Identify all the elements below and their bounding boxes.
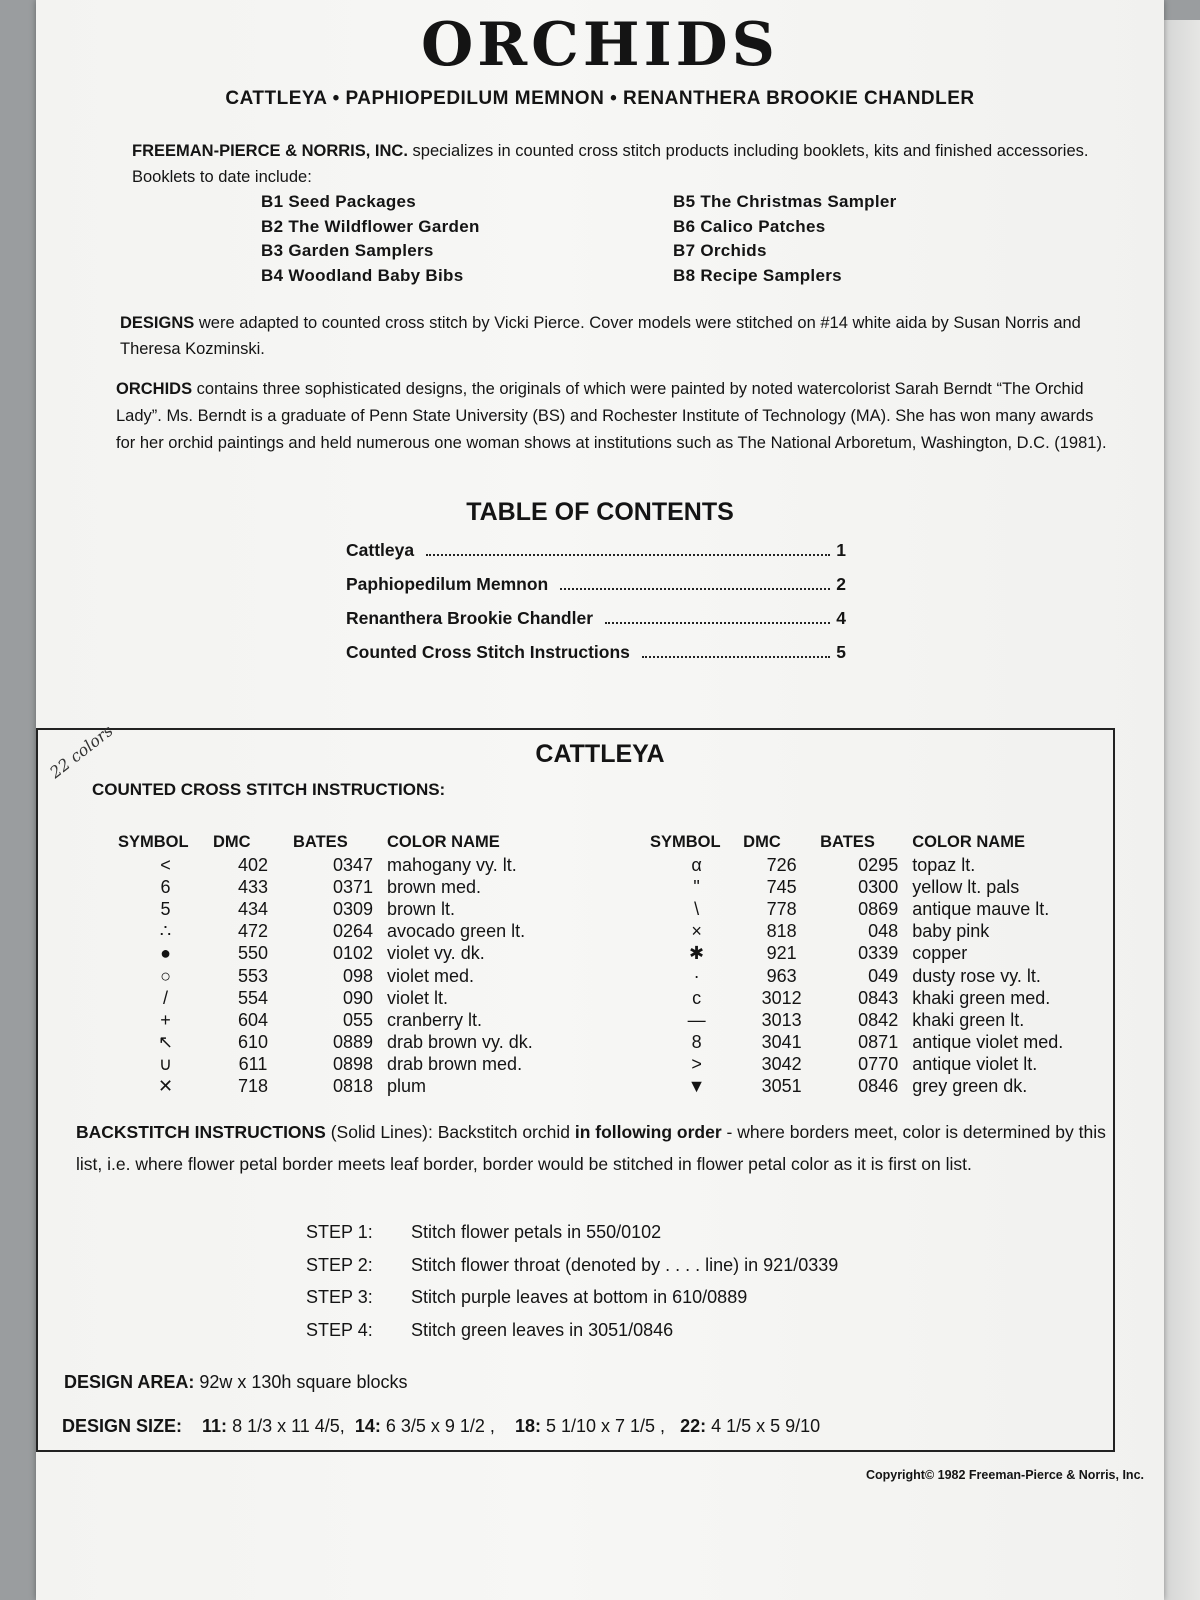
toc-title: TABLE OF CONTENTS	[466, 498, 734, 526]
toc-leader-dots	[560, 588, 830, 590]
dmc-cell: 726	[766, 854, 797, 875]
bates-cell: 048	[868, 921, 899, 942]
step-label: STEP 3:	[306, 1287, 373, 1307]
dmc-cell: 778	[766, 898, 797, 919]
bates-cell: 0871	[858, 1032, 899, 1053]
booklet-item: B8 Recipe Samplers	[673, 265, 842, 285]
bates-cell: 0300	[858, 876, 899, 897]
design-area-label: DESIGN AREA:	[64, 1372, 195, 1392]
dmc-cell: 921	[766, 943, 797, 964]
dmc-cell: 472	[237, 921, 269, 942]
symbol-cell: >	[691, 1054, 702, 1075]
design-size-label: DESIGN SIZE:	[62, 1416, 183, 1436]
booklet-item: B5 The Christmas Sampler	[673, 192, 897, 211]
intro-text: specializes in counted cross stitch products including booklets, kits and finished accessories. Booklets to date include:	[132, 142, 1089, 186]
symbol-cell: /	[162, 987, 168, 1008]
dmc-cell: 550	[237, 943, 269, 964]
dmc-cell: 434	[237, 898, 269, 919]
color-name-cell: antique violet med.	[912, 1032, 1064, 1053]
intro-paragraph	[132, 138, 1112, 190]
toc-entry	[346, 608, 846, 642]
dmc-cell: 554	[237, 987, 269, 1008]
size-18-label: 18:	[514, 1416, 541, 1436]
dmc-cell: 433	[237, 876, 269, 897]
dmc-cell: 3012	[761, 987, 802, 1008]
dmc-cell: 402	[237, 854, 269, 875]
color-name-cell: khaki green lt.	[912, 1009, 1025, 1030]
bates-cell: 0843	[858, 987, 899, 1008]
size-22-value: 4 1/5 x 5 9/10	[706, 1416, 821, 1436]
booklet-column-right	[673, 190, 897, 288]
bates-cell: 0818	[332, 1076, 373, 1097]
symbol-cell: \	[694, 898, 700, 919]
backstitch-instructions	[76, 1116, 1136, 1180]
step-label: STEP 1:	[306, 1222, 373, 1242]
size-11-value: 8 1/3 x 11 4/5,	[227, 1416, 345, 1436]
symbol-cell: ▼	[687, 1076, 706, 1097]
designs-paragraph	[120, 310, 1110, 362]
step-text: Stitch green leaves in 3051/0846	[411, 1319, 674, 1340]
dmc-cell: 610	[237, 1032, 269, 1053]
column-header: BATES	[820, 832, 875, 851]
size-11-label: 11:	[202, 1416, 228, 1436]
symbol-cell: <	[160, 854, 171, 875]
table-row	[118, 876, 647, 898]
backstitch-paren: (Solid Lines): Backstitch orchid	[325, 1122, 575, 1142]
color-name-cell: dusty rose vy. lt.	[912, 965, 1041, 986]
color-table-left	[118, 830, 647, 1098]
color-name-cell: khaki green med.	[912, 987, 1051, 1008]
size-22-label: 22:	[680, 1416, 707, 1436]
cattleya-title: CATTLEYA	[535, 740, 665, 768]
table-row	[118, 1054, 647, 1076]
booklet-item: B7 Orchids	[673, 241, 767, 260]
table-header-row	[650, 830, 1164, 854]
color-name-cell: violet med.	[387, 965, 475, 986]
table-row	[650, 921, 1164, 943]
column-header: BATES	[293, 832, 348, 851]
toc-entry-page: 5	[836, 642, 846, 662]
symbol-cell: 8	[691, 1032, 702, 1053]
size-18-value: 5 1/10 x 7 1/5 ,	[540, 1416, 666, 1436]
table-row	[118, 854, 647, 876]
booklet-item: B2 The Wildflower Garden	[261, 216, 480, 236]
bates-cell: 0770	[858, 1054, 899, 1075]
table-row	[650, 876, 1164, 898]
symbol-cell: ∴	[159, 921, 172, 942]
color-name-cell: copper	[912, 943, 968, 964]
booklet-page	[36, 0, 1164, 1600]
step-text: Stitch flower throat (denoted by . . . . line) in 921/0339	[411, 1254, 839, 1275]
bates-cell: 0898	[332, 1054, 373, 1075]
table-row	[650, 854, 1164, 876]
table-row	[118, 987, 647, 1009]
column-header: COLOR NAME	[387, 832, 500, 851]
booklet-item: B1 Seed Packages	[261, 192, 417, 211]
bates-cell: 090	[342, 987, 373, 1008]
table-header-row	[118, 830, 647, 854]
bates-cell: 098	[342, 965, 373, 986]
size-14-label: 14:	[354, 1416, 381, 1436]
toc-entry-label: Paphiopedilum Memnon	[346, 574, 549, 594]
table-row	[650, 898, 1164, 920]
designs-text: were adapted to counted cross stitch by Vicki Pierce. Cover models were stitched on #14 white aida by Susan Norris and Theresa Kozminski.	[120, 314, 1081, 358]
copyright: Copyright© 1982 Freeman-Pierce & Norris, Inc.	[865, 1468, 1144, 1482]
bates-cell: 0347	[332, 854, 373, 875]
symbol-cell: α	[691, 854, 702, 875]
bates-cell: 055	[342, 1009, 373, 1030]
table-of-contents	[346, 540, 846, 676]
table-row	[118, 898, 647, 920]
toc-entry	[346, 642, 846, 676]
table-row	[118, 1009, 647, 1031]
color-name-cell: cranberry lt.	[387, 1009, 483, 1030]
color-name-cell: plum	[387, 1076, 427, 1097]
color-name-cell: antique mauve lt.	[912, 898, 1050, 919]
bates-cell: 0869	[858, 898, 899, 919]
table-row	[118, 921, 647, 943]
toc-entry-page: 2	[836, 574, 846, 594]
color-name-cell: mahogany vy. lt.	[387, 854, 517, 875]
table-row	[650, 1054, 1164, 1076]
symbol-cell: ✕	[157, 1076, 174, 1097]
bates-cell: 0846	[858, 1076, 899, 1097]
backstitch-text: - where borders meet, color is determined by this list, i.e. where flower petal border meets leaf border, border would be stitched in flower petal color as it is first on list.	[76, 1122, 1106, 1174]
toc-entry-page: 1	[836, 540, 846, 560]
dmc-cell: 718	[237, 1076, 269, 1097]
color-name-cell: violet lt.	[387, 987, 449, 1008]
page-title: ORCHIDS	[421, 10, 779, 80]
table-row	[650, 1009, 1164, 1031]
orchids-label: ORCHIDS	[116, 380, 193, 398]
bates-cell: 049	[868, 965, 899, 986]
color-name-cell: baby pink	[912, 921, 990, 942]
step-row	[306, 1222, 838, 1255]
toc-entry-label: Renanthera Brookie Chandler	[346, 608, 593, 628]
color-name-cell: topaz lt.	[912, 854, 976, 875]
toc-entry-label: Cattleya	[346, 540, 415, 560]
dmc-cell: 3013	[761, 1009, 802, 1030]
bates-cell: 0339	[858, 943, 899, 964]
step-row	[306, 1287, 838, 1320]
dmc-cell: 611	[238, 1054, 268, 1075]
booklet-item: B4 Woodland Baby Bibs	[261, 265, 464, 285]
booklet-item: B6 Calico Patches	[673, 216, 826, 236]
step-row	[306, 1255, 838, 1288]
dmc-cell: 3042	[761, 1054, 802, 1075]
symbol-cell: c	[692, 987, 702, 1008]
step-label: STEP 4:	[306, 1319, 373, 1340]
bates-cell: 0889	[332, 1032, 373, 1053]
bates-cell: 0309	[332, 898, 373, 919]
table-row	[118, 943, 647, 965]
backstitch-emphasis: in following order	[574, 1122, 722, 1142]
color-name-cell: yellow lt. pals	[912, 876, 1020, 897]
symbol-cell: "	[693, 876, 700, 897]
table-row	[650, 987, 1164, 1009]
symbol-cell: ●	[160, 943, 171, 964]
dmc-cell: 818	[766, 921, 797, 942]
table-row	[650, 1032, 1164, 1054]
step-text: Stitch flower petals in 550/0102	[411, 1222, 662, 1242]
bates-cell: 0842	[858, 1009, 899, 1030]
symbol-cell: +	[160, 1009, 171, 1030]
instructions-heading: COUNTED CROSS STITCH INSTRUCTIONS:	[92, 780, 446, 799]
color-name-cell: grey green dk.	[912, 1076, 1028, 1097]
symbol-cell: 5	[160, 898, 171, 919]
toc-leader-dots	[605, 622, 830, 624]
dmc-cell: 604	[237, 1009, 269, 1030]
step-label: STEP 2:	[306, 1254, 373, 1275]
column-header: COLOR NAME	[912, 832, 1025, 851]
designs-label: DESIGNS	[120, 314, 195, 332]
dmc-cell: 745	[766, 876, 797, 897]
page-subtitle: CATTLEYA • PAPHIOPEDILUM MEMNON • RENANTHERA BROOKIE CHANDLER	[225, 88, 975, 109]
symbol-cell: ·	[693, 965, 700, 986]
toc-entry	[346, 540, 846, 574]
color-name-cell: drab brown med.	[387, 1054, 523, 1075]
toc-entry-label: Counted Cross Stitch Instructions	[346, 642, 630, 662]
bates-cell: 0295	[858, 854, 899, 875]
symbol-cell: ↖	[157, 1032, 174, 1053]
color-name-cell: antique violet lt.	[912, 1054, 1038, 1075]
table-row	[118, 1076, 647, 1098]
color-name-cell: brown lt.	[387, 898, 456, 919]
backstitch-label: BACKSTITCH INSTRUCTIONS	[76, 1122, 326, 1142]
design-area-value: 92w x 130h square blocks	[194, 1372, 408, 1392]
company-name: FREEMAN-PIERCE & NORRIS, INC.	[132, 142, 408, 160]
toc-entry-page: 4	[836, 608, 846, 628]
color-table-right	[650, 830, 1164, 1098]
dmc-cell: 553	[237, 965, 269, 986]
orchids-paragraph	[116, 376, 1116, 457]
table-row	[118, 965, 647, 987]
table-row	[118, 1032, 647, 1054]
step-text: Stitch purple leaves at bottom in 610/0889	[411, 1287, 748, 1307]
design-area	[64, 1372, 407, 1393]
symbol-cell: ✱	[689, 943, 705, 964]
toc-leader-dots	[426, 554, 830, 556]
backstitch-steps	[306, 1222, 838, 1352]
table-row	[650, 943, 1164, 965]
column-header: SYMBOL	[118, 832, 189, 851]
column-header: SYMBOL	[650, 832, 721, 851]
toc-entry	[346, 574, 846, 608]
symbol-cell: ○	[160, 965, 171, 986]
color-name-cell: drab brown vy. dk.	[387, 1032, 533, 1053]
symbol-cell: ∪	[158, 1054, 173, 1075]
dmc-cell: 3051	[761, 1076, 802, 1097]
symbol-cell: 6	[160, 876, 171, 897]
symbol-cell: ×	[691, 921, 702, 942]
bates-cell: 0102	[332, 943, 373, 964]
orchids-text: contains three sophisticated designs, the originals of which were painted by noted watercolorist Sarah Berndt “The Orchid Lady”. Ms. Berndt is a graduate of Penn State University (BS) and Rochester Institute of Technology (MA). She has won many awards for her orchid paintings and held numerous one woman shows at institutions such as The National Arboretum, Washington, D.C. (1981).	[116, 380, 1107, 452]
table-row	[650, 1076, 1164, 1098]
symbol-cell: —	[687, 1009, 706, 1030]
dmc-cell: 963	[766, 965, 797, 986]
bates-cell: 0264	[332, 921, 373, 942]
column-header: DMC	[213, 832, 251, 851]
toc-leader-dots	[642, 656, 830, 658]
booklet-item: B3 Garden Samplers	[261, 241, 434, 260]
color-name-cell: avocado green lt.	[387, 921, 526, 942]
dmc-cell: 3041	[761, 1032, 802, 1053]
step-row	[306, 1320, 838, 1353]
handwritten-note: 22 colors	[46, 721, 117, 782]
column-header: DMC	[743, 832, 781, 851]
table-row	[650, 965, 1164, 987]
design-size	[62, 1416, 820, 1437]
color-name-cell: brown med.	[387, 876, 482, 897]
bates-cell: 0371	[332, 876, 373, 897]
size-14-value: 6 3/5 x 9 1/2 ,	[380, 1416, 495, 1436]
booklet-column-left	[261, 190, 480, 288]
color-name-cell: violet vy. dk.	[387, 943, 485, 964]
